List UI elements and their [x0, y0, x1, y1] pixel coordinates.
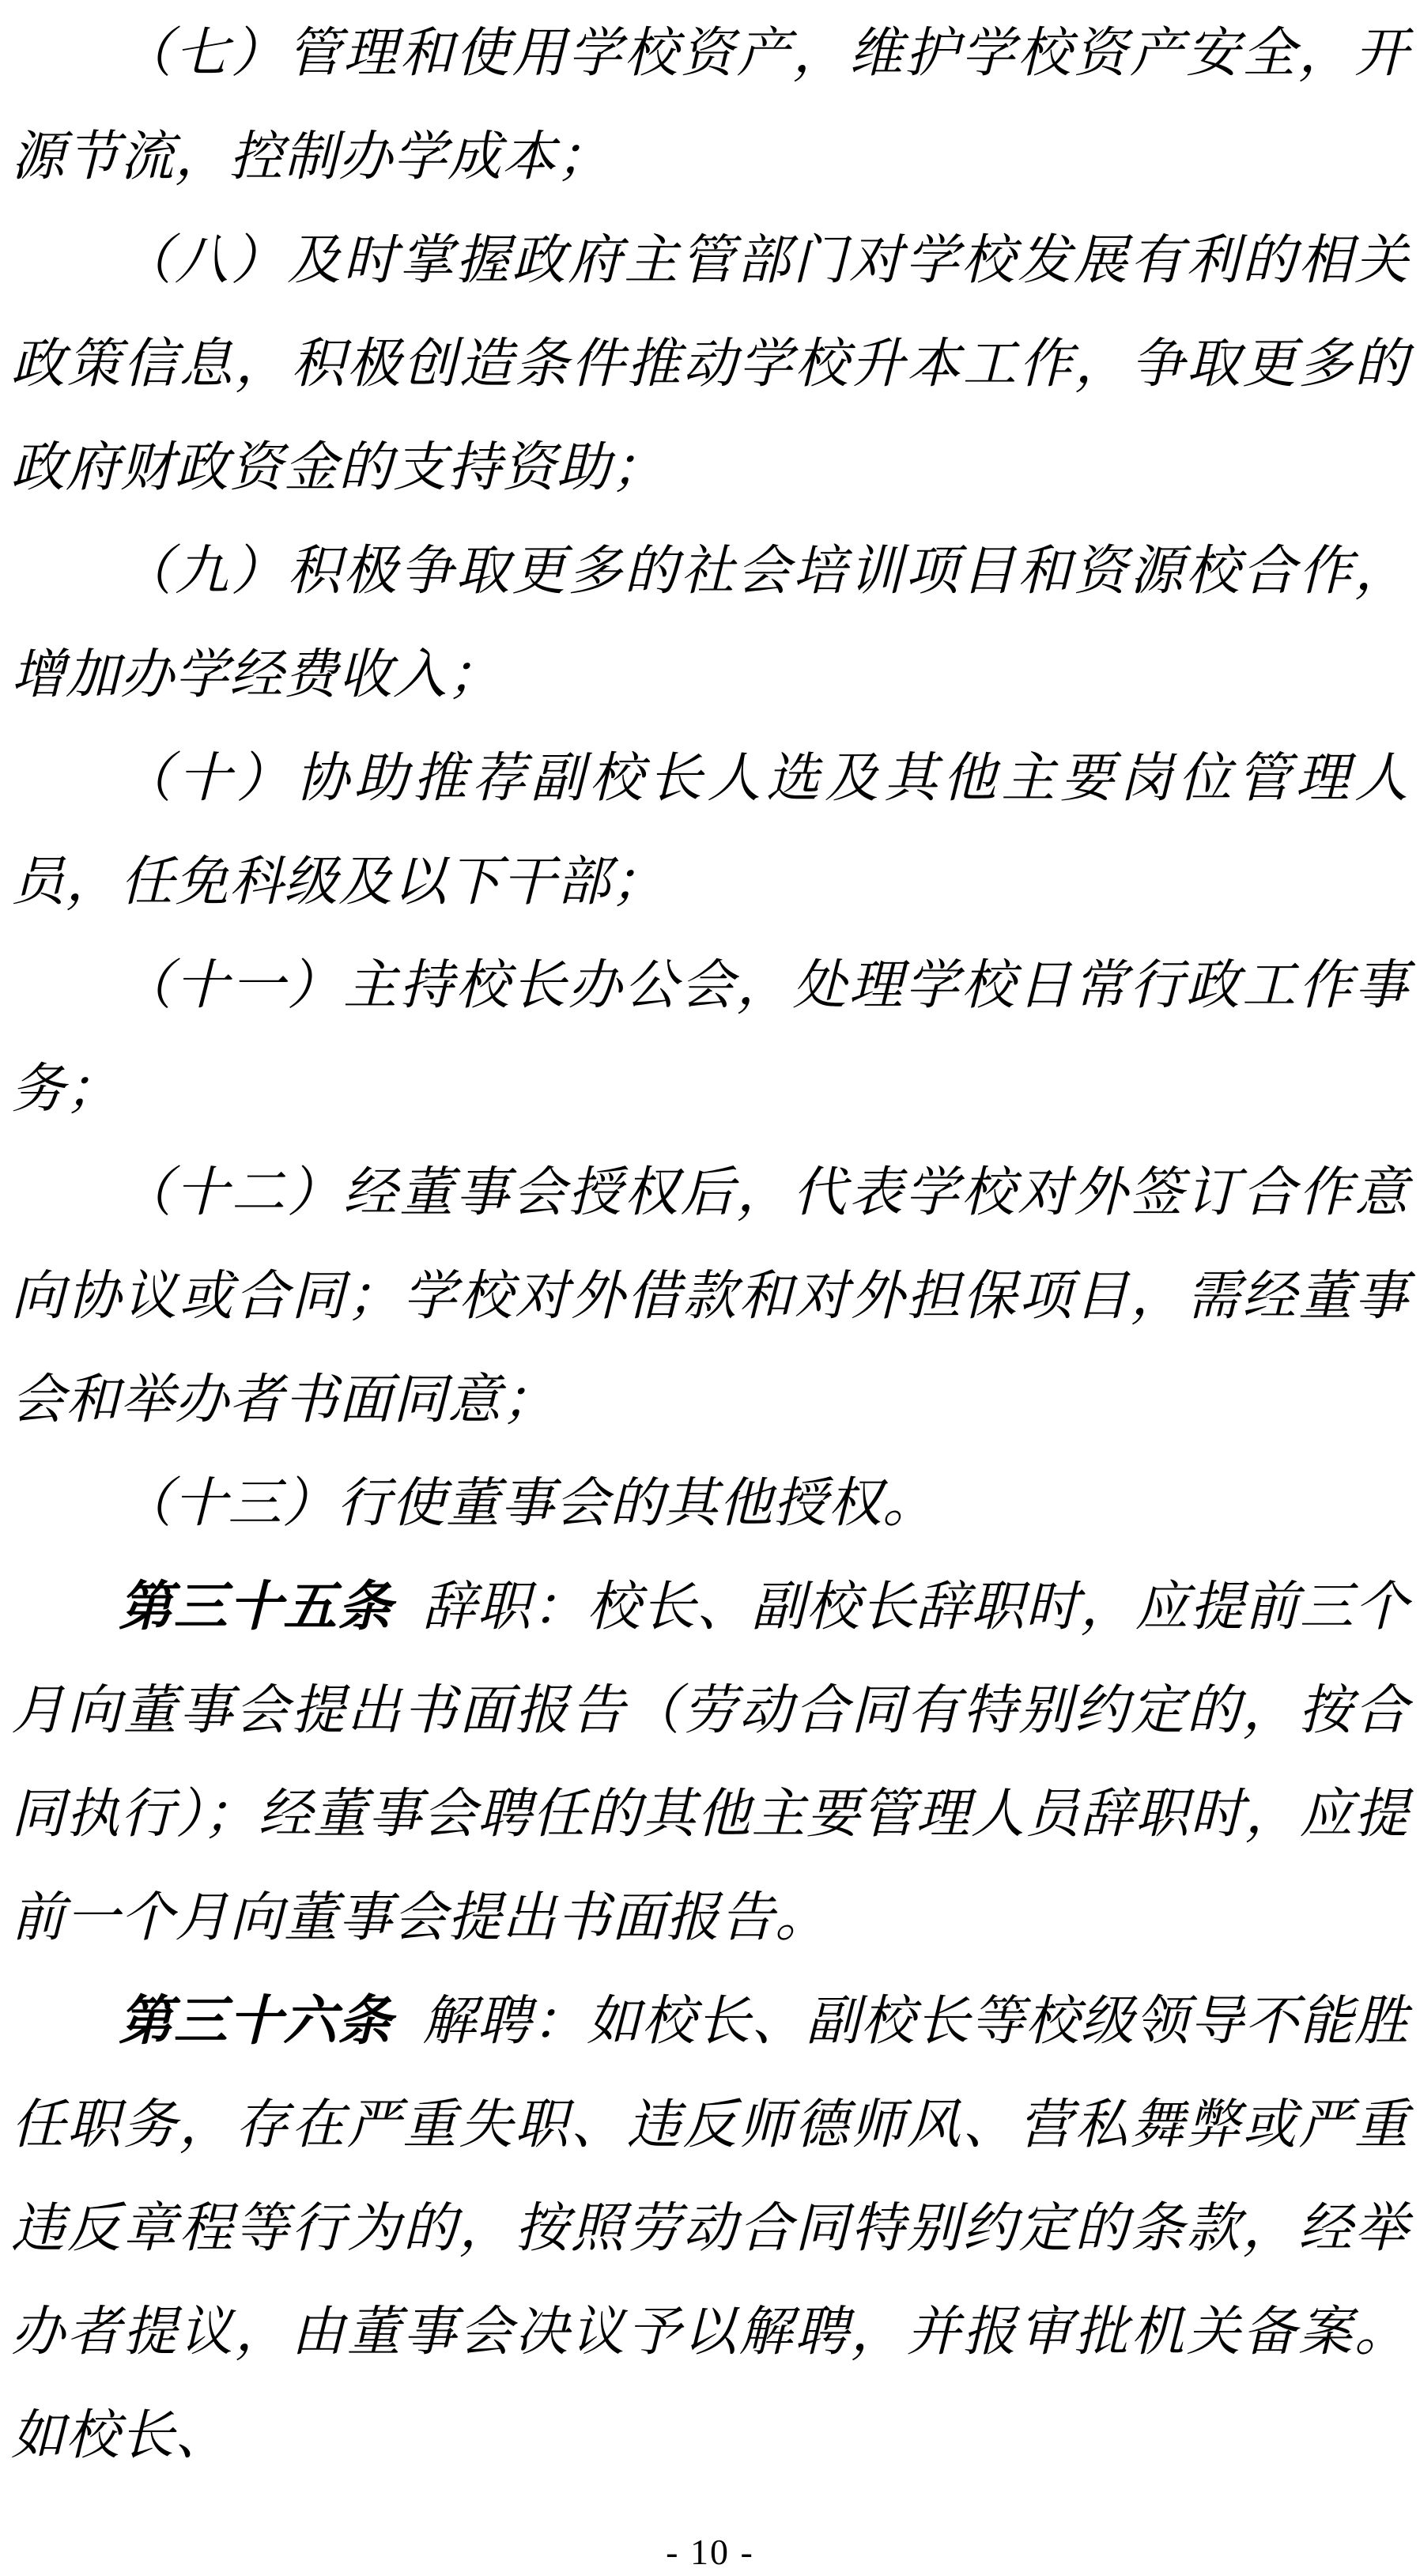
article-35-number: 第三十五条 — [119, 1577, 393, 1637]
article-35-text: 辞职：校长、副校长辞职时，应提前三个月向董事会提出书面报告（劳动合同有特别约定的，按合同执行）；经董事会聘任的其他主要管理人员辞职时，应提前一个月向董事会提出书面报告。 — [11, 1577, 1409, 1947]
article-36 — [11, 1970, 1409, 2487]
clause-13: （十三）行使董事会的其他授权。 — [119, 1473, 938, 1533]
article-36-number: 第三十六条 — [119, 1991, 393, 2051]
article-36-text: 解聘：如校长、副校长等校级领导不能胜任职务，存在严重失职、违反师德师风、营私舞弊或严重违反章程等行为的，按照劳动合同特别约定的条款，经举办者提议，由董事会决议予以解聘，并报审批机关备案。如校长、 — [11, 1991, 1409, 2465]
clause-12: （十二）经董事会授权后，代表学校对外签订合作意向协议或合同；学校对外借款和对外担保项目，需经董事会和举办者书面同意； — [11, 1162, 1409, 1430]
clause-7: （七）管理和使用学校资产，维护学校资产安全，开源节流，控制办学成本； — [11, 23, 1409, 187]
clause-11: （十一）主持校长办公会，处理学校日常行政工作事务； — [11, 955, 1409, 1119]
clause-10: （十）协助推荐副校长人选及其他主要岗位管理人员，任免科级及以下干部； — [11, 748, 1409, 912]
page-number: - 10 - — [666, 2532, 754, 2572]
article-35 — [11, 1555, 1409, 1970]
document-body — [11, 2, 1409, 2487]
clause-8: （八）及时掌握政府主管部门对学校发展有利的相关政策信息，积极创造条件推动学校升本工作，争取更多的政府财政资金的支持资助； — [11, 230, 1409, 497]
clause-9: （九）积极争取更多的社会培训项目和资源校合作，增加办学经费收入； — [11, 541, 1409, 704]
